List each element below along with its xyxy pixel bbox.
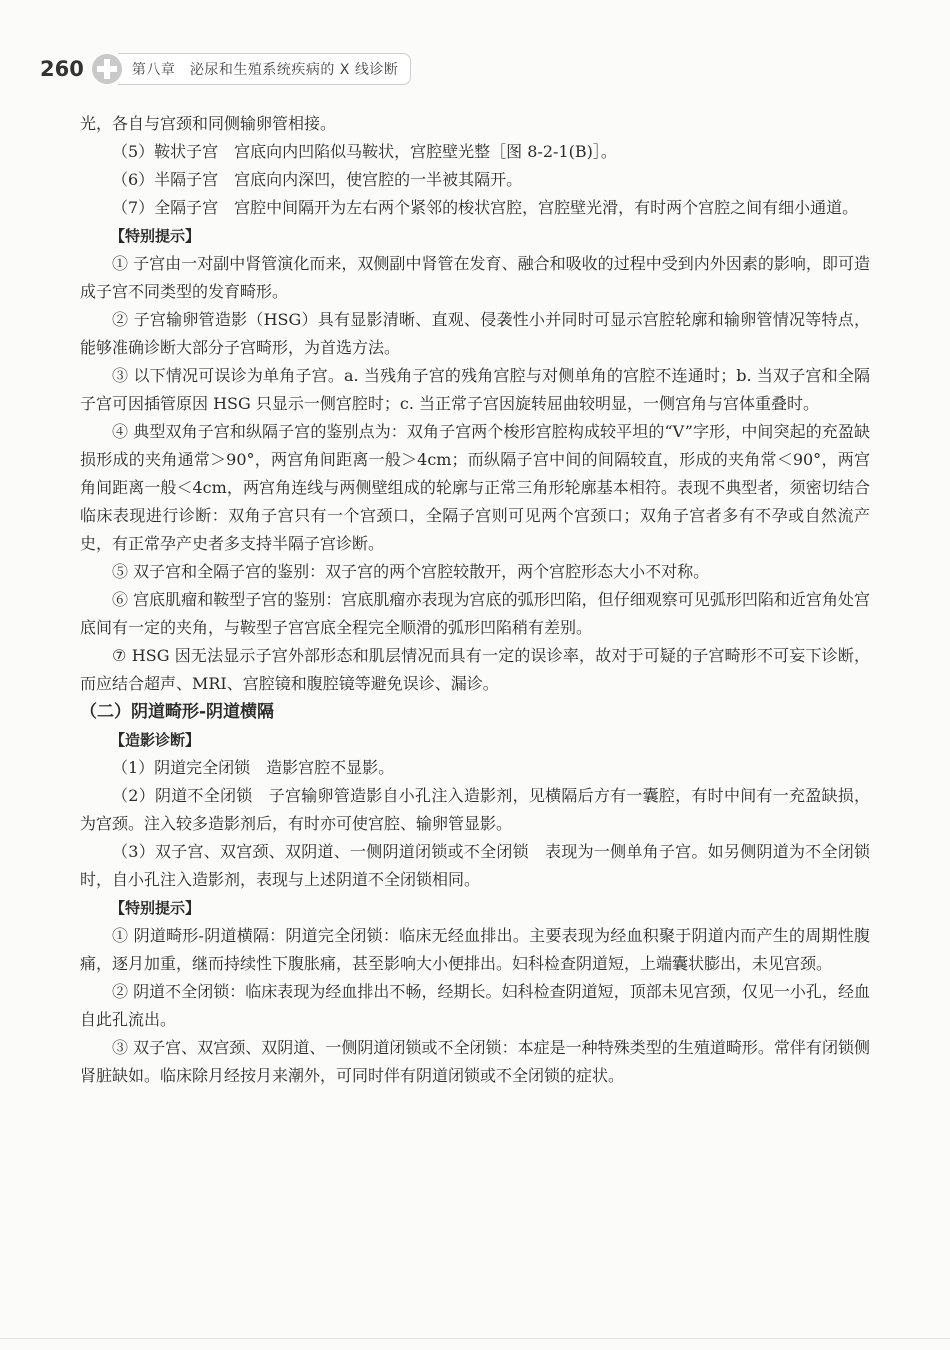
body-paragraph: ① 阴道畸形-阴道横隔：阴道完全闭锁：临床无经血排出。主要表现为经血积聚于阴道内而产生的周期性腹痛，逐月加重，继而持续性下腹胀痛，甚至影响大小便排出。妇科检查阴道短，上端囊状膨出，未见宫颈。: [80, 926, 870, 973]
body-paragraph: （2）阴道不全闭锁 子宫输卵管造影自小孔注入造影剂，见横隔后方有一囊腔，有时中间有一充盈缺损，为宫颈。注入较多造影剂后，有时亦可使宫腔、输卵管显影。: [80, 786, 870, 833]
body-paragraph: ② 阴道不全闭锁：临床表现为经血排出不畅，经期长。妇科检查阴道短，顶部未见宫颈，仅见一小孔，经血自此孔流出。: [80, 982, 870, 1029]
body-paragraph: 光，各自与宫颈和同侧输卵管相接。: [80, 114, 337, 133]
body-paragraph: （5）鞍状子宫 宫底向内凹陷似马鞍状，宫腔壁光整［图 8-2-1(B)］。: [112, 142, 617, 161]
chapter-title: 第八章 泌尿和生殖系统疾病的 X 线诊断: [118, 53, 412, 85]
subheading: 【特别提示】: [110, 227, 201, 245]
subheading: 【造影诊断】: [110, 731, 201, 749]
body-paragraph: ② 子宫输卵管造影（HSG）具有显影清晰、直观、侵袭性小并同时可显示宫腔轮廓和输卵管情况等特点，能够准确诊断大部分子宫畸形，为首选方法。: [80, 310, 870, 357]
page-bottom-rule: [0, 1338, 950, 1339]
subheading: 【特别提示】: [110, 899, 201, 917]
page-number: 260: [40, 57, 84, 81]
body-paragraph: ⑦ HSG 因无法显示子宫外部形态和肌层情况而具有一定的误诊率，故对于可疑的子宫畸形不可妄下诊断，而应结合超声、MRI、宫腔镜和腹腔镜等避免误诊、漏诊。: [80, 646, 870, 693]
section-heading: （二）阴道畸形-阴道横隔: [80, 702, 275, 722]
body-paragraph: ① 子宫由一对副中肾管演化而来，双侧副中肾管在发育、融合和吸收的过程中受到内外因素的影响，即可造成子宫不同类型的发育畸形。: [80, 254, 870, 301]
page-body: [80, 110, 870, 1090]
body-paragraph: （6）半隔子宫 宫底向内深凹，使宫腔的一半被其隔开。: [112, 170, 523, 189]
body-paragraph: （3）双子宫、双宫颈、双阴道、一侧阴道闭锁或不全闭锁 表现为一侧单角子宫。如另侧阴道为不全闭锁时，自小孔注入造影剂，表现与上述阴道不全闭锁相同。: [80, 842, 870, 889]
body-paragraph: ③ 双子宫、双宫颈、双阴道、一侧阴道闭锁或不全闭锁：本症是一种特殊类型的生殖道畸形。常伴有闭锁侧肾脏缺如。临床除月经按月来潮外，可同时伴有阴道闭锁或不全闭锁的症状。: [80, 1038, 870, 1085]
plus-icon: [92, 54, 122, 84]
body-paragraph: （1）阴道完全闭锁 造影宫腔不显影。: [112, 758, 395, 777]
page-header: [40, 52, 411, 86]
body-paragraph: ⑥ 宫底肌瘤和鞍型子宫的鉴别：宫底肌瘤亦表现为宫底的弧形凹陷，但仔细观察可见弧形凹陷和近宫角处宫底间有一定的夹角，与鞍型子宫宫底全程完全顺滑的弧形凹陷稍有差别。: [80, 590, 870, 637]
body-paragraph: ③ 以下情况可误诊为单角子宫。a. 当残角子宫的残角宫腔与对侧单角的宫腔不连通时；b. 当双子宫和全隔子宫可因插管原因 HSG 只显示一侧宫腔时；c. 当正常子宫因旋转屈曲较明显，一侧宫角与宫体重叠时。: [80, 366, 870, 413]
body-paragraph: ④ 典型双角子宫和纵隔子宫的鉴别点为：双角子宫两个梭形宫腔构成较平坦的“V”字形，中间突起的充盈缺损形成的夹角通常＞90°，两宫角间距离一般＞4cm；而纵隔子宫中间的间隔较直，形成的夹角常＜90°，两宫角间距离一般＜4cm，两宫角连线与两侧壁组成的轮廓与正常三角形轮廓基本相符。表现不典型者，须密切结合临床表现进行诊断：双角子宫只有一个宫颈口，全隔子宫则可见两个宫颈口；双角子宫者多有不孕或自然流产史，有正常孕产史者多支持半隔子宫诊断。: [80, 422, 870, 553]
body-paragraph: （7）全隔子宫 宫腔中间隔开为左右两个紧邻的梭状宫腔，宫腔壁光滑，有时两个宫腔之间有细小通道。: [112, 198, 859, 217]
body-paragraph: ⑤ 双子宫和全隔子宫的鉴别：双子宫的两个宫腔较散开，两个宫腔形态大小不对称。: [112, 562, 710, 581]
